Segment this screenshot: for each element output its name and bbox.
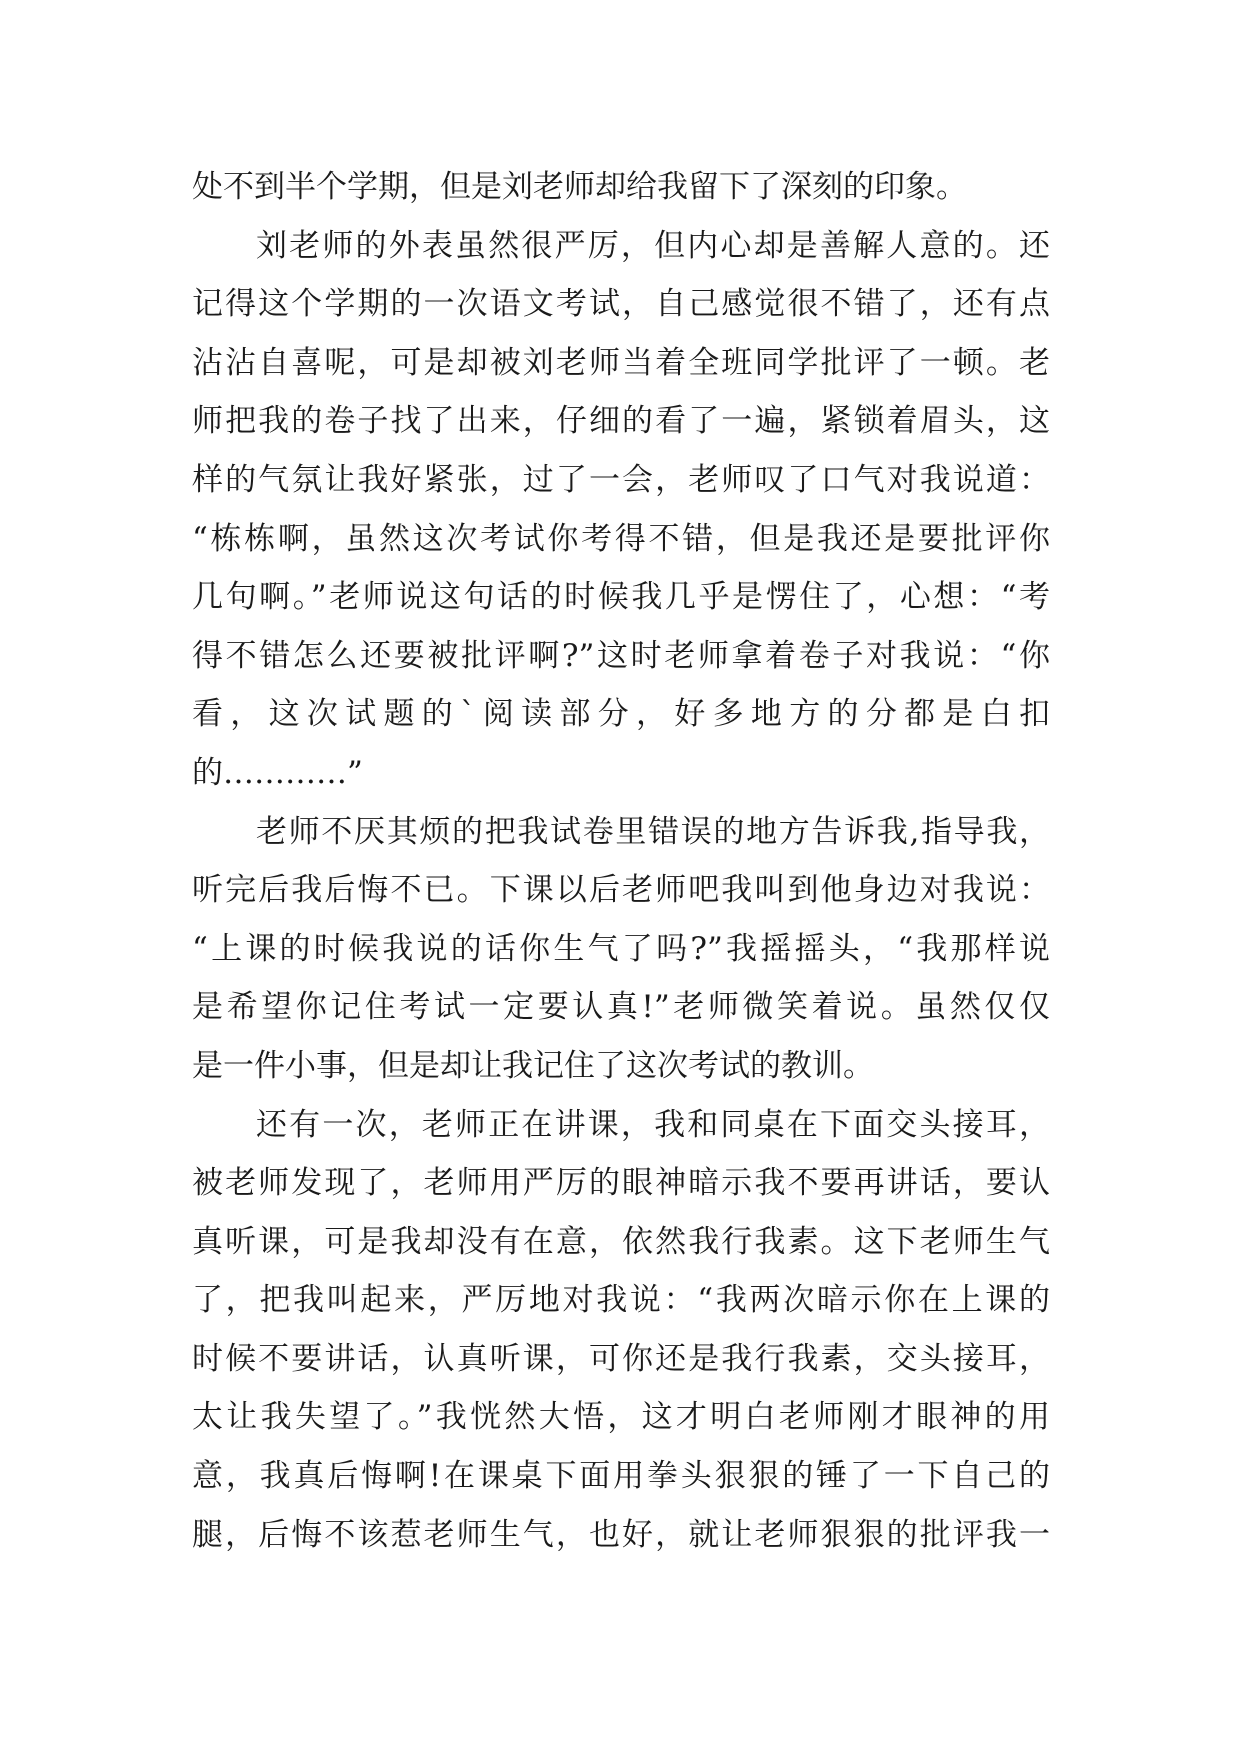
document-body — [192, 158, 1050, 1564]
text-line: “栋栋啊，虽然这次考试你考得不错，但是我还是要批评你 — [192, 520, 1050, 557]
text-line: 看，这次试题的`阅读部分，好多地方的分都是白扣 — [192, 696, 1050, 733]
text-line: “上课的时候我说的话你生气了吗?”我摇摇头，“我那样说 — [192, 930, 1050, 967]
text-line: 处不到半个学期，但是刘老师却给我留下了深刻的印象。 — [192, 169, 967, 205]
text-line: 样的气氛让我好紧张，过了一会，老师叹了口气对我说道： — [192, 461, 1050, 498]
text-line: 几句啊。”老师说这句话的时候我几乎是愣住了，心想：“考 — [192, 579, 1050, 616]
text-line: 沾沾自喜呢，可是却被刘老师当着全班同学批评了一顿。老 — [192, 344, 1050, 381]
text-line: 得不错怎么还要被批评啊?”这时老师拿着卷子对我说：“你 — [192, 637, 1050, 674]
text-line: 是希望你记住考试一定要认真!”老师微笑着说。虽然仅仅 — [192, 989, 1050, 1026]
text-line: 还有一次，老师正在讲课，我和同桌在下面交头接耳， — [256, 1106, 1050, 1143]
text-line: 时候不要讲话，认真听课，可你还是我行我素，交头接耳， — [192, 1340, 1050, 1377]
text-line: 真听课，可是我却没有在意，依然我行我素。这下老师生气 — [192, 1223, 1050, 1260]
text-line: 被老师发现了，老师用严厉的眼神暗示我不要再讲话，要认 — [192, 1165, 1050, 1202]
text-line: 太让我失望了。”我恍然大悟，这才明白老师刚才眼神的用 — [192, 1399, 1050, 1436]
text-line: 听完后我后悔不已。下课以后老师吧我叫到他身边对我说： — [192, 872, 1050, 909]
text-line: 了，把我叫起来，严厉地对我说：“我两次暗示你在上课的 — [192, 1282, 1050, 1319]
text-line: 腿，后悔不该惹老师生气，也好，就让老师狠狠的批评我一 — [192, 1516, 1050, 1553]
text-line: 意，我真后悔啊!在课桌下面用拳头狠狠的锤了一下自己的 — [192, 1458, 1050, 1495]
text-line: 是一件小事，但是却让我记住了这次考试的教训。 — [192, 1047, 874, 1084]
text-line: 老师不厌其烦的把我试卷里错误的地方告诉我,指导我， — [256, 813, 1050, 850]
text-line: 记得这个学期的一次语文考试，自己感觉很不错了，还有点 — [192, 286, 1050, 323]
text-line: 的…………” — [192, 754, 363, 791]
text-line: 刘老师的外表虽然很严厉，但内心却是善解人意的。还 — [256, 227, 1050, 264]
text-line: 师把我的卷子找了出来，仔细的看了一遍，紧锁着眉头，这 — [192, 403, 1050, 440]
